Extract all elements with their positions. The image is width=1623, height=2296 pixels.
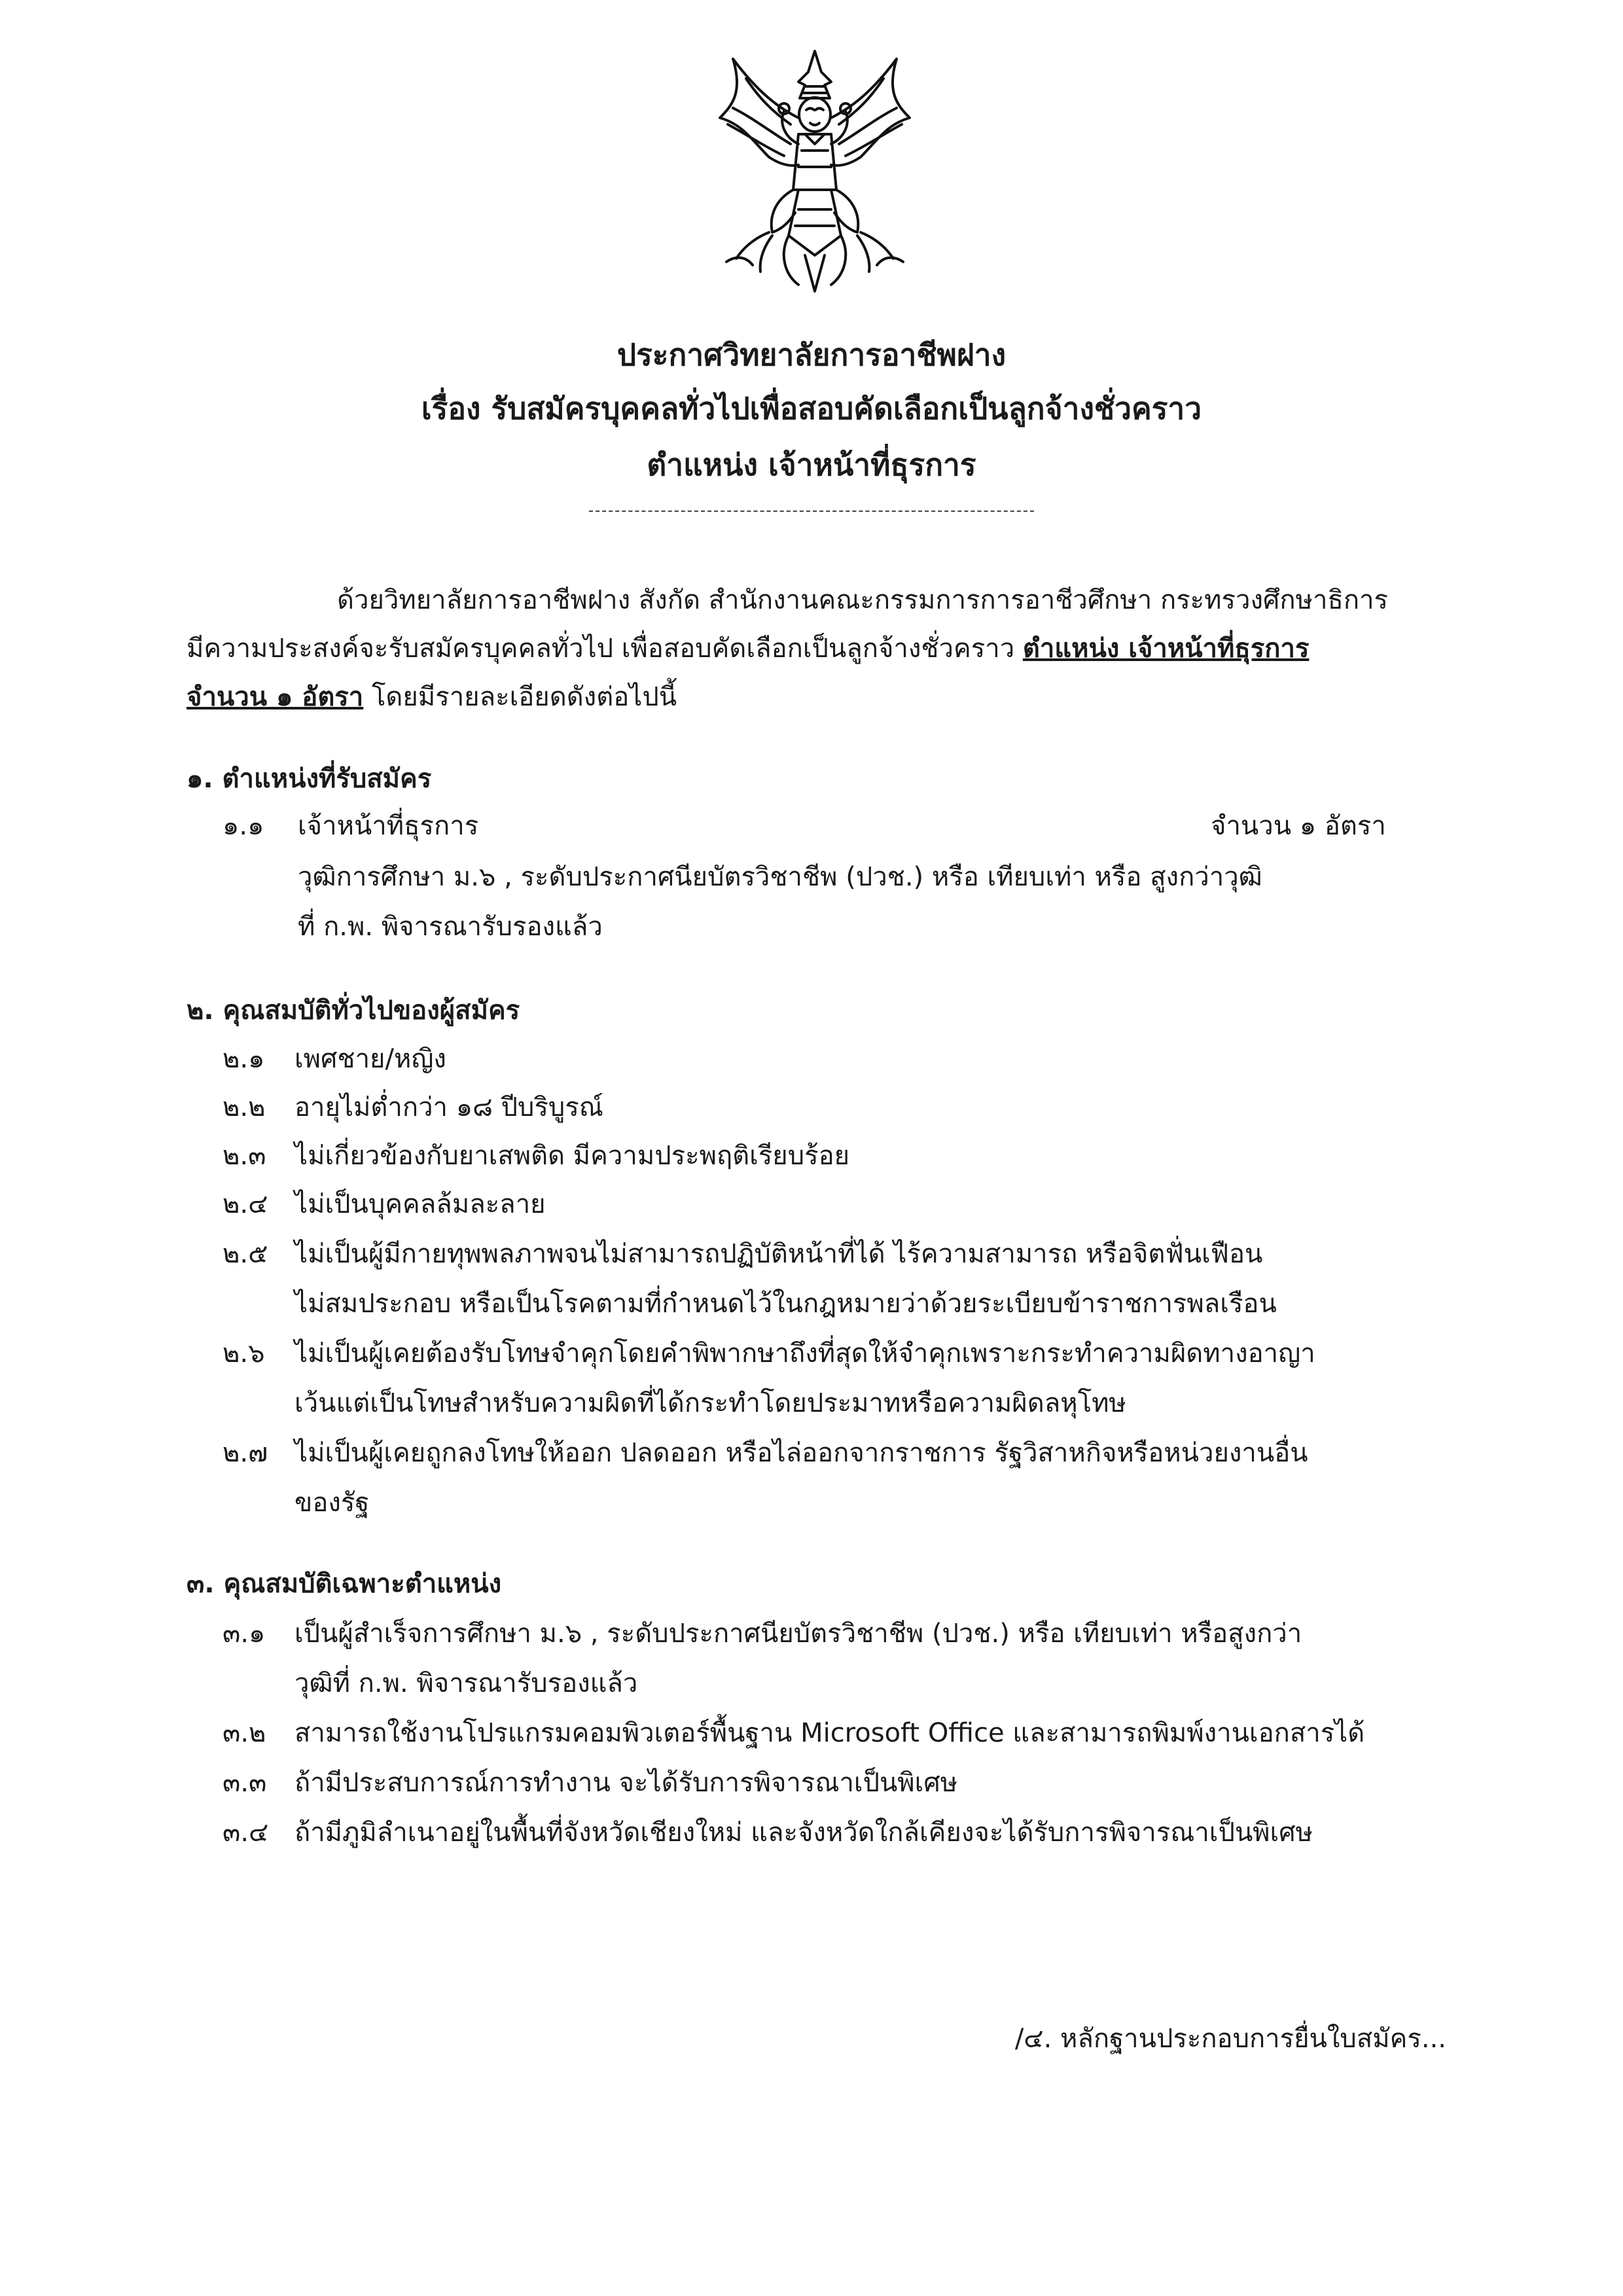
section-1-item-detail-1: วุฒิการศึกษา ม.๖ , ระดับประกาศนียบัตรวิชาชีพ (ปวช.) หรือ เทียบเท่า หรือ สูงกว่าวุฒิ (298, 862, 1262, 892)
item-text: ไม่เป็นผู้เคยต้องรับโทษจำคุกโดยคำพิพากษาถึงที่สุดให้จำคุกเพราะกระทำความผิดทางอาญา (294, 1338, 1315, 1369)
garuda-emblem-icon (707, 46, 923, 295)
item-number: ๒.๑ (223, 1044, 265, 1074)
list-item-continuation: ไม่สมประกอบ หรือเป็นโรคตามที่กำหนดไว้ในกฎหมายว่าด้วยระเบียบข้าราชการพลเรือน (294, 1289, 1277, 1319)
item-number: ๓.๔ (223, 1818, 269, 1848)
announcement-position: ตำแหน่ง เจ้าหน้าที่ธุรการ (647, 447, 976, 482)
intro-line-3-text: โดยมีรายละเอียดดังต่อไปนี้ (363, 682, 677, 712)
page-continuation-note: /๔. หลักฐานประกอบการยื่นใบสมัคร... (1014, 2024, 1446, 2054)
item-text: ไม่เป็นผู้มีกายทุพพลภาพจนไม่สามารถปฏิบัติหน้าที่ได้ ไร้ความสามารถ หรือจิตฟั่นเฟือน (294, 1239, 1263, 1269)
section-1-item-number: ๑.๑ (223, 811, 264, 841)
intro-count-emphasis: จำนวน ๑ อัตรา (187, 682, 364, 712)
item-text: ไม่เป็นผู้เคยถูกลงโทษให้ออก ปลดออก หรือไล่ออกจากราชการ รัฐวิสาหกิจหรือหน่วยงานอื่น (294, 1438, 1308, 1468)
item-number: ๒.๕ (223, 1239, 268, 1269)
item-number: ๒.๗ (223, 1438, 268, 1468)
list-item-continuation: วุฒิที่ ก.พ. พิจารณารับรองแล้ว (294, 1668, 638, 1698)
item-text: ถ้ามีประสบการณ์การทำงาน จะได้รับการพิจารณาเป็นพิเศษ (294, 1768, 958, 1798)
section-1-item-detail-2: ที่ ก.พ. พิจารณารับรองแล้ว (298, 912, 603, 942)
list-item (223, 1813, 1313, 1852)
announcement-subject: เรื่อง รับสมัครบุคคลทั่วไปเพื่อสอบคัดเลือกเป็นลูกจ้างชั่วคราว (421, 391, 1202, 426)
list-item (223, 1763, 957, 1803)
title-divider (589, 511, 1034, 512)
section-2-heading: ๒. คุณสมบัติทั่วไปของผู้สมัคร (187, 996, 520, 1026)
list-item (223, 1185, 546, 1224)
item-number: ๒.๔ (223, 1189, 268, 1219)
list-item (223, 1136, 849, 1175)
section-1-heading: ๑. ตำแหน่งที่รับสมัคร (187, 764, 432, 794)
intro-line-3 (187, 673, 1443, 721)
item-text: สามารถใช้งานโปรแกรมคอมพิวเตอร์พื้นฐาน Microsoft Office และสามารถพิมพ์งานเอกสารได้ (294, 1718, 1365, 1748)
section-1-item-text: เจ้าหน้าที่ธุรการ (298, 811, 479, 841)
section-1-item-count: จำนวน ๑ อัตรา (1211, 811, 1386, 841)
list-item (223, 1713, 1364, 1753)
list-item (223, 1088, 603, 1127)
list-item (223, 1234, 1262, 1274)
item-text: ไม่เกี่ยวข้องกับยาเสพติด มีความประพฤติเรียบร้อย (294, 1141, 850, 1171)
item-number: ๓.๒ (223, 1718, 266, 1748)
list-item (223, 1039, 446, 1079)
item-number: ๒.๖ (223, 1338, 265, 1369)
intro-paragraph (187, 576, 1443, 721)
item-number: ๓.๓ (223, 1768, 267, 1798)
item-text: ถ้ามีภูมิลำเนาอยู่ในพื้นที่จังหวัดเชียงใหม่ และจังหวัดใกล้เคียงจะได้รับการพิจารณาเป็นพิเศษ (294, 1818, 1313, 1848)
list-item (223, 1334, 1315, 1373)
item-text: เพศชาย/หญิง (294, 1044, 446, 1074)
intro-position-emphasis: ตำแหน่ง เจ้าหน้าที่ธุรการ (1022, 634, 1310, 664)
intro-line-2-text: มีความประสงค์จะรับสมัครบุคคลทั่วไป เพื่อสอบคัดเลือกเป็นลูกจ้างชั่วคราว (187, 634, 1023, 664)
item-text: อายุไม่ต่ำกว่า ๑๘ ปีบริบูรณ์ (294, 1092, 603, 1122)
list-item-continuation: ของรัฐ (294, 1488, 370, 1518)
item-number: ๓.๑ (223, 1619, 266, 1649)
intro-line-2 (187, 624, 1443, 673)
list-item (223, 1433, 1308, 1473)
list-item-continuation: เว้นแต่เป็นโทษสำหรับความผิดที่ได้กระทำโดยประมาทหรือความผิดลหุโทษ (294, 1388, 1126, 1418)
item-number: ๒.๓ (223, 1141, 266, 1171)
list-item (223, 1614, 1302, 1653)
section-3-heading: ๓. คุณสมบัติเฉพาะตำแหน่ง (187, 1569, 502, 1599)
item-text: ไม่เป็นบุคคลล้มละลาย (294, 1189, 546, 1219)
item-number: ๒.๒ (223, 1092, 266, 1122)
item-text: เป็นผู้สำเร็จการศึกษา ม.๖ , ระดับประกาศนียบัตรวิชาชีพ (ปวช.) หรือ เทียบเท่า หรือสูงกว่า (294, 1619, 1302, 1649)
intro-line-1: ด้วยวิทยาลัยการอาชีพฝาง สังกัด สำนักงานคณะกรรมการการอาชีวศึกษา กระทรวงศึกษาธิการ (337, 585, 1389, 615)
announcement-title: ประกาศวิทยาลัยการอาชีพฝาง (616, 337, 1007, 372)
